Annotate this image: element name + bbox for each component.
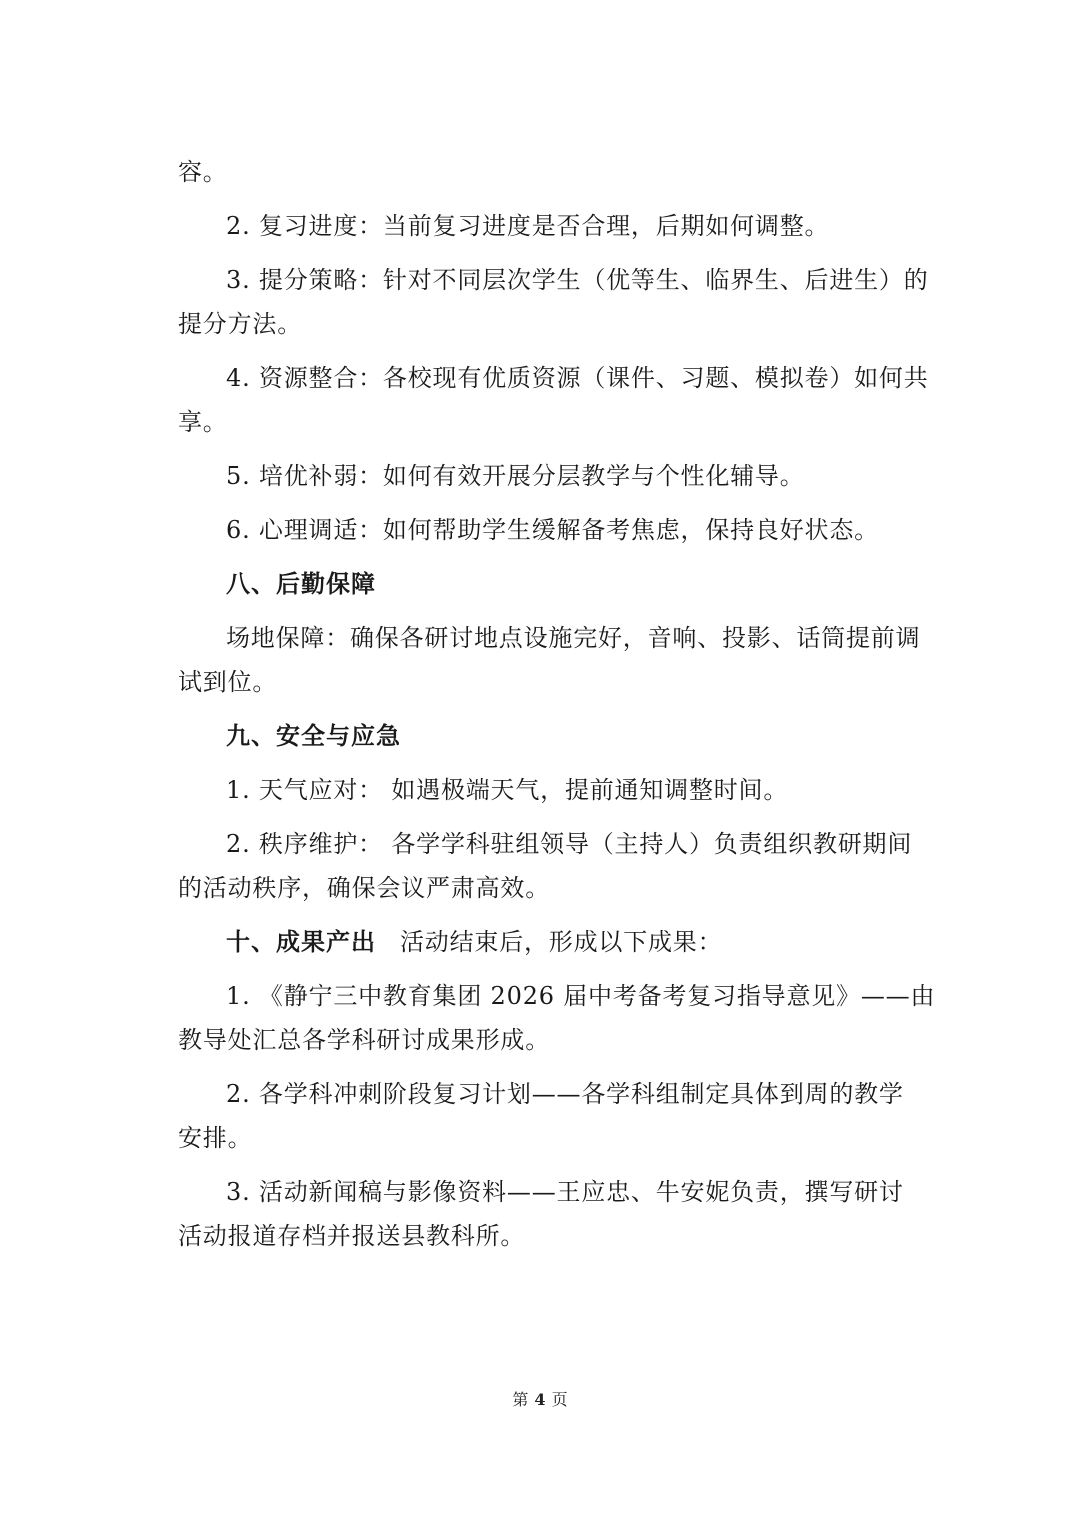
list-item-review-progress: 2. 复习进度：当前复习进度是否合理，后期如何调整。 (226, 212, 830, 240)
results-intro: 活动结束后，形成以下成果： (400, 928, 723, 956)
footer-suffix: 页 (551, 1390, 568, 1409)
section-heading-logistics: 八、后勤保障 (226, 570, 376, 598)
paragraph-line: 试到位。 (178, 668, 278, 696)
paragraph-line: 提分方法。 (178, 310, 302, 338)
list-item-guidance: 1. 《静宁三中教育集团 2026 届中考备考复习指导意见》——由 (226, 982, 936, 1010)
paragraph-line: 教导处汇总各学科研讨成果形成。 (178, 1026, 550, 1054)
paragraph-venue: 场地保障：确保各研讨地点设施完好，音响、投影、话筒提前调 (226, 624, 921, 652)
paragraph-line: 活动报道存档并报送县教科所。 (178, 1222, 526, 1250)
paragraph-line: 享。 (178, 408, 228, 436)
paragraph-line: 安排。 (178, 1124, 253, 1152)
list-item-psychological-adjustment: 6. 心理调适：如何帮助学生缓解备考焦虑，保持良好状态。 (226, 516, 879, 544)
list-item-order: 2. 秩序维护： 各学学科驻组领导（主持人）负责组织教研期间 (226, 830, 913, 858)
section-results-line (178, 920, 908, 964)
document-body (178, 150, 936, 1258)
list-item-weather: 1. 天气应对： 如遇极端天气，提前通知调整时间。 (226, 776, 789, 804)
list-item-news-materials: 3. 活动新闻稿与影像资料——王应忠、牛安妮负责，撰写研讨 (226, 1178, 904, 1206)
list-item-resource-integration: 4. 资源整合：各校现有优质资源（课件、习题、模拟卷）如何共 (226, 364, 929, 392)
list-item-sprint-plan: 2. 各学科冲刺阶段复习计划——各学科组制定具体到周的教学 (226, 1080, 904, 1108)
list-item-tiered-teaching: 5. 培优补弱：如何有效开展分层教学与个性化辅导。 (226, 462, 805, 490)
section-heading-safety: 九、安全与应急 (226, 722, 401, 750)
section-heading-results: 十、成果产出 (226, 928, 376, 956)
footer-prefix: 第 (512, 1390, 529, 1409)
page-number: 4 (534, 1390, 546, 1409)
page-footer (0, 1388, 1080, 1412)
paragraph-line: 容。 (178, 158, 228, 186)
list-item-score-strategy: 3. 提分策略：针对不同层次学生（优等生、临界生、后进生）的 (226, 266, 929, 294)
paragraph-line: 的活动秩序，确保会议严肃高效。 (178, 874, 550, 902)
